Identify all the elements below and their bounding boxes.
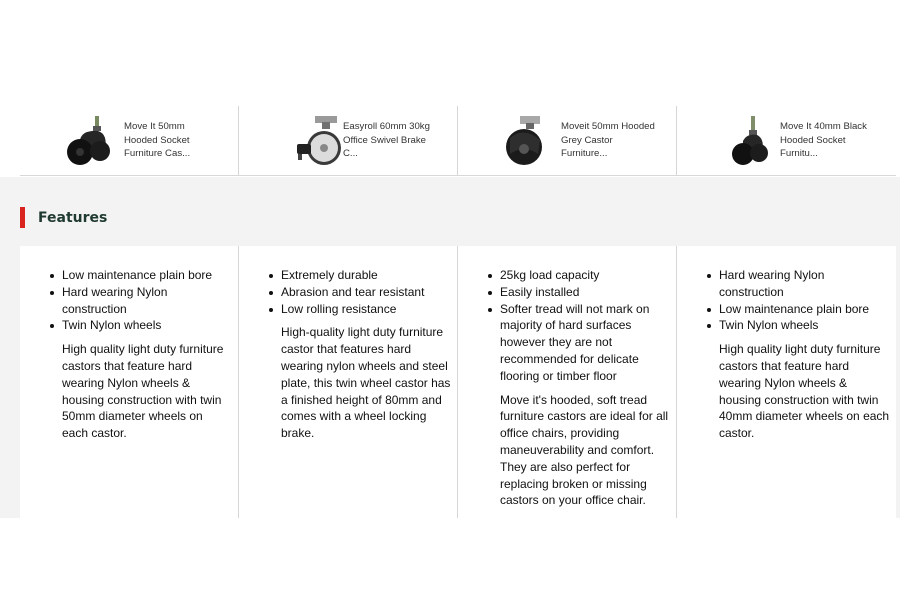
hooded-grey-castor-image bbox=[496, 114, 552, 168]
hooded-socket-castor-image bbox=[62, 114, 118, 168]
black-hooded-castor-image bbox=[725, 114, 781, 168]
product-name[interactable]: Moveit 50mm Hooded Grey Castor Furniture... bbox=[561, 121, 655, 159]
features-columns bbox=[20, 246, 896, 518]
product-name[interactable]: Easyroll 60mm 30kg Office Swivel Brake C... bbox=[343, 121, 430, 159]
feature-bullet: Easily installed bbox=[488, 284, 670, 301]
feature-description: High-quality light duty furniture castor that features hard wearing nylon wheels and steel plate, this twin wheel castor has a finished height of 80mm and comes with a wheel locking brake. bbox=[281, 325, 451, 441]
product-card[interactable] bbox=[20, 106, 239, 176]
feature-bullet: Low maintenance plain bore bbox=[50, 267, 232, 284]
feature-bullet: Hard wearing Nylon construction bbox=[50, 284, 232, 318]
product-strip bbox=[20, 106, 896, 176]
swivel-brake-castor-image bbox=[293, 114, 349, 168]
product-card[interactable] bbox=[677, 106, 896, 176]
product-name[interactable]: Move It 40mm Black Hooded Socket Furnitu... bbox=[780, 121, 867, 159]
feature-bullet: 25kg load capacity bbox=[488, 267, 670, 284]
feature-bullet: Hard wearing Nylon construction bbox=[707, 267, 890, 301]
features-heading bbox=[20, 207, 107, 228]
feature-bullet: Softer tread will not mark on majority of hard surfaces however they are not recommended for delicate flooring or timber floor bbox=[488, 301, 670, 385]
feature-description: High quality light duty furniture castors that feature hard wearing Nylon wheels & housing construction with twin 40mm diameter wheels on each castor. bbox=[719, 342, 890, 441]
accent-bar bbox=[20, 207, 25, 228]
feature-list bbox=[50, 267, 232, 334]
feature-description: Move it's hooded, soft tread furniture castors are ideal for all office chairs, providing maneuverability and comfort. They are also perfect for replacing broken or missing castors on your office chair. bbox=[500, 392, 669, 508]
feature-bullet: Low maintenance plain bore bbox=[707, 301, 890, 318]
feature-column bbox=[20, 246, 239, 518]
product-name[interactable]: Move It 50mm Hooded Socket Furniture Cas... bbox=[124, 121, 191, 159]
product-card[interactable] bbox=[458, 106, 677, 176]
feature-bullet: Low rolling resistance bbox=[269, 301, 451, 318]
features-title: Features bbox=[38, 209, 108, 226]
feature-description: High quality light duty furniture castors that feature hard wearing Nylon wheels & housing construction with twin 50mm diameter wheels on each castor. bbox=[62, 342, 224, 441]
feature-column bbox=[239, 246, 458, 518]
feature-list bbox=[269, 267, 451, 317]
feature-column bbox=[677, 246, 896, 518]
feature-bullet: Twin Nylon wheels bbox=[707, 317, 890, 334]
feature-bullet: Abrasion and tear resistant bbox=[269, 284, 451, 301]
product-card[interactable] bbox=[239, 106, 458, 176]
feature-list bbox=[488, 267, 670, 385]
feature-column bbox=[458, 246, 677, 518]
feature-bullet: Twin Nylon wheels bbox=[50, 317, 232, 334]
feature-bullet: Extremely durable bbox=[269, 267, 451, 284]
feature-list bbox=[707, 267, 890, 334]
